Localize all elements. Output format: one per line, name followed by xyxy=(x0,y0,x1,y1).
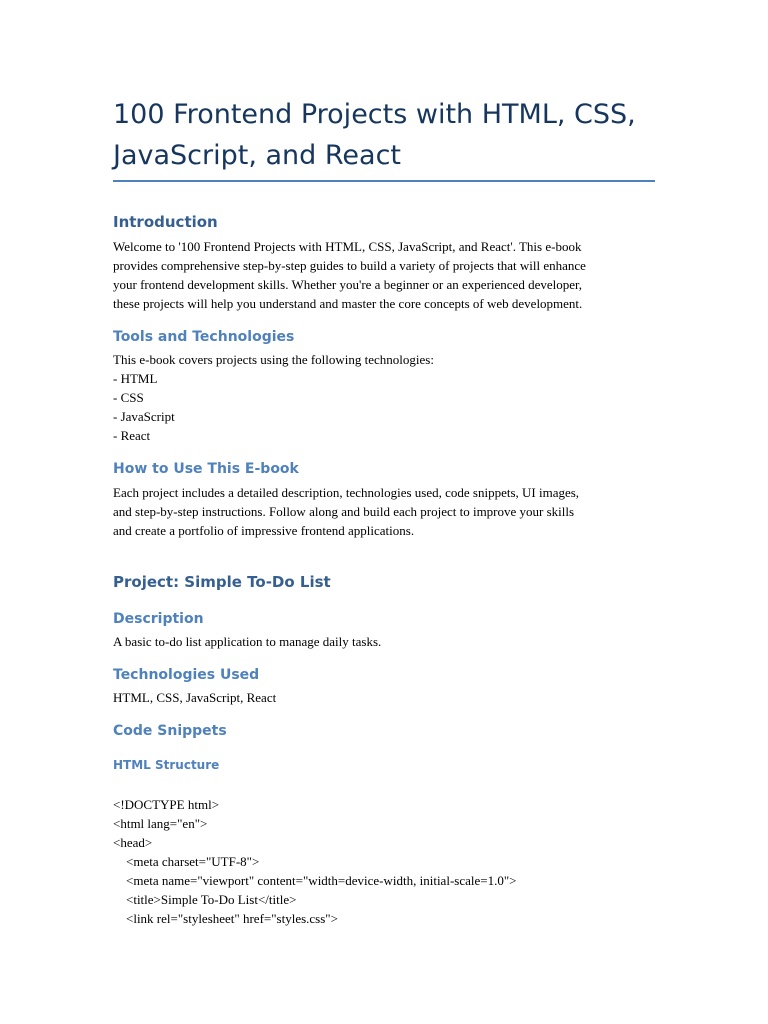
title-line-2: JavaScript, and React xyxy=(113,140,402,171)
tools-list-item: - React xyxy=(113,428,151,443)
code-line: <meta charset="UTF-8"> xyxy=(126,854,260,869)
introduction-line: provides comprehensive step-by-step guides to build a variety of projects that will enhance xyxy=(113,258,586,273)
how-to-use-line: and step-by-step instructions. Follow along and build each project to improve your skills xyxy=(113,504,575,519)
tools-list-item: - HTML xyxy=(113,371,158,386)
introduction-paragraph xyxy=(113,237,658,313)
code-line: <html lang="en"> xyxy=(113,816,208,831)
introduction-line: your frontend development skills. Whether you're a beginner or an experienced developer, xyxy=(113,277,583,292)
code-line: <!DOCTYPE html> xyxy=(113,797,220,812)
code-snippets-heading: Code Snippets xyxy=(113,723,227,739)
document-title xyxy=(113,94,673,176)
introduction-heading: Introduction xyxy=(113,213,218,231)
tools-list-item: - JavaScript xyxy=(113,409,175,424)
code-line: <link rel="stylesheet" href="styles.css"> xyxy=(126,911,338,926)
how-to-use-line: and create a portfolio of impressive frontend applications. xyxy=(113,523,415,538)
description-line: A basic to-do list application to manage daily tasks. xyxy=(113,634,382,649)
code-line: <head> xyxy=(113,835,153,850)
description-text xyxy=(113,632,658,651)
title-underline xyxy=(113,180,655,182)
tools-paragraph xyxy=(113,350,658,445)
how-to-use-paragraph xyxy=(113,483,658,540)
project-heading: Project: Simple To-Do List xyxy=(113,573,331,591)
how-to-use-heading: How to Use This E-book xyxy=(113,461,299,477)
tools-heading: Tools and Technologies xyxy=(113,329,295,345)
introduction-line: Welcome to '100 Frontend Projects with HTML, CSS, JavaScript, and React'. This e-book xyxy=(113,239,582,254)
title-line-1: 100 Frontend Projects with HTML, CSS, xyxy=(113,99,636,130)
code-block xyxy=(113,795,658,928)
tools-line: This e-book covers projects using the following technologies: xyxy=(113,352,434,367)
technologies-heading: Technologies Used xyxy=(113,667,260,683)
tools-list-item: - CSS xyxy=(113,390,144,405)
how-to-use-line: Each project includes a detailed description, technologies used, code snippets, UI images, xyxy=(113,485,580,500)
description-heading: Description xyxy=(113,611,204,627)
html-structure-heading: HTML Structure xyxy=(113,758,220,772)
code-line: <meta name="viewport" content="width=device-width, initial-scale=1.0"> xyxy=(126,873,517,888)
technologies-line: HTML, CSS, JavaScript, React xyxy=(113,690,277,705)
technologies-text xyxy=(113,688,658,707)
code-line: <title>Simple To-Do List</title> xyxy=(126,892,297,907)
introduction-line: these projects will help you understand and master the core concepts of web development. xyxy=(113,296,583,311)
